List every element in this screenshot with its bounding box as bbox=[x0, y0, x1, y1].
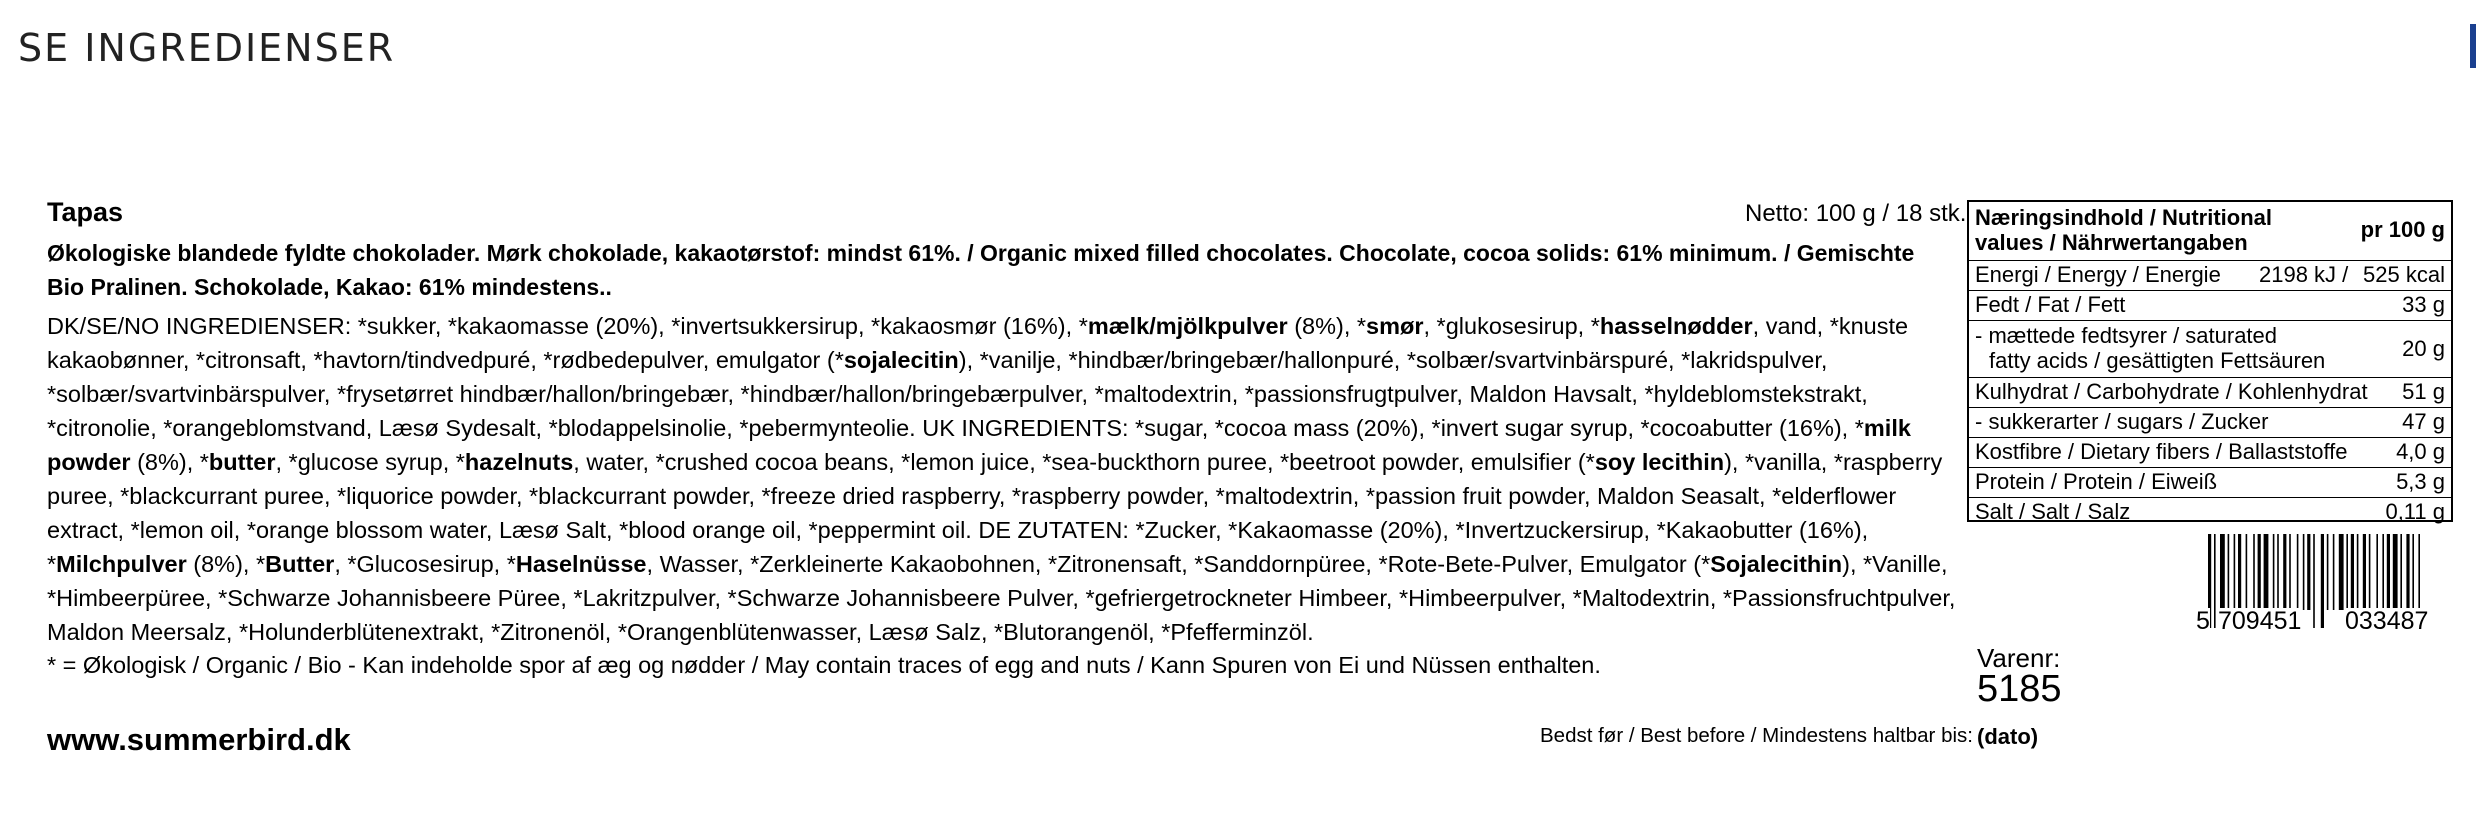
nutrition-row bbox=[1969, 378, 2451, 408]
page-heading: SE INGREDIENSER bbox=[18, 26, 396, 70]
website-link[interactable]: www.summerbird.dk bbox=[47, 722, 351, 757]
product-name: Tapas bbox=[47, 197, 124, 227]
nutrition-row bbox=[1969, 321, 2451, 378]
nutrition-value: 33 g bbox=[2402, 292, 2445, 317]
nutrition-label: Salt / Salt / Salz bbox=[1975, 499, 2131, 524]
nutrition-row-energy bbox=[1969, 261, 2451, 291]
item-number-label: Varenr: bbox=[1977, 643, 2061, 673]
nutrition-energy-kj: 2198 kJ / bbox=[2259, 262, 2349, 287]
nutrition-row bbox=[1969, 291, 2451, 321]
nutrition-row bbox=[1969, 438, 2451, 468]
nutrition-value: 4,0 g bbox=[2396, 439, 2445, 464]
nutrition-title: Næringsindhold / Nutritional values / Nährwertangaben bbox=[1975, 205, 2272, 255]
barcode-digits-right: 033487 bbox=[2345, 607, 2429, 635]
nutrition-label: Energi / Energy / Energie bbox=[1975, 262, 2221, 287]
nutrition-table bbox=[1967, 200, 2453, 522]
nutrition-label: - sukkerarter / sugars / Zucker bbox=[1975, 409, 2269, 434]
nutrition-energy-kcal: 525 kcal bbox=[2363, 262, 2445, 287]
barcode bbox=[2196, 534, 2452, 635]
nutrition-header bbox=[1969, 202, 2451, 261]
nutrition-label: - mættede fedtsyrer / saturated fatty acids / gesättigten Fettsäuren bbox=[1975, 323, 2326, 373]
best-before-value: (dato) bbox=[1977, 724, 2039, 749]
nutrition-value: 51 g bbox=[2402, 379, 2445, 404]
nutrition-row bbox=[1969, 498, 2451, 527]
nutrition-value: 0,11 g bbox=[2385, 499, 2445, 524]
nutrition-value: 5,3 g bbox=[2396, 469, 2445, 494]
nutrition-value: 20 g bbox=[2402, 336, 2445, 361]
allergen-note: * = Økologisk / Organic / Bio - Kan indeholde spor af æg og nødder / May contain traces of egg and nuts / Kann Spuren von Ei und Nüssen enthalten. bbox=[47, 652, 1601, 678]
nutrition-row bbox=[1969, 468, 2451, 498]
barcode-digits-left: 709451 bbox=[2218, 607, 2302, 635]
nutrition-value: 47 g bbox=[2402, 409, 2445, 434]
nutrition-label: Fedt / Fat / Fett bbox=[1975, 292, 2126, 317]
barcode-digit-first: 5 bbox=[2196, 607, 2210, 635]
product-description: Økologiske blandede fyldte chokolader. Mørk chokolade, kakaotørstof: mindst 61%. / Organic mixed filled chocolates. Chocolate, cocoa solids: 61% minimum. / Gemischte Bio Pralinen. Schokolade, Kakao: 61% mindestens.. bbox=[47, 240, 1915, 300]
edge-marker bbox=[2470, 24, 2476, 68]
nutrition-label: Kostfibre / Dietary fibers / Ballaststoffe bbox=[1975, 439, 2348, 464]
nutrition-per: pr 100 g bbox=[2360, 217, 2445, 242]
net-weight: Netto: 100 g / 18 stk. bbox=[1745, 200, 1967, 227]
ingredients-list: DK/SE/NO INGREDIENSER: *sukker, *kakaomasse (20%), *invertsukkersirup, *kakaosmør (16%), *mælk/mjölkpulver (8%), *smør, *glukosesirup, *hasselnødder, vand, *knuste kakaobønner, *citronsaft, *havtorn/tindvedpuré, *rødbedepulver, emulgator (*sojalecitin), *vanilje, *hindbær/bringebær/hallonpuré, *solbær/svartvinbärspuré, *lakridspulver, *solbær/svartvinbärspulver, *frysetørret hindbær/hallon/bringebær, *hindbær/hallon/bringebærpulver, *maltodextrin, *passionsfrugtpulver, Maldon Havsalt, *hyldeblomstekstrakt, *citronolie, *orangeblomstvand, Læsø Sydesalt, *blodappelsinolie, *pebermynteolie. UK INGREDIENTS: *sugar, *cocoa mass (20%), *invert sugar syrup, *cocoabutter (16%), *milk powder (8%), *butter, *glucose syrup, *hazelnuts, water, *crushed cocoa beans, *lemon juice, *sea-buckthorn puree, *beetroot powder, emulsifier (*soy lecithin), *vanilla, *raspberry puree, *blackcurrant puree, *liquorice powder, *blackcurrant powder, *freeze dried raspberry, *raspberry powder, *maltodextrin, *passion fruit powder, Maldon Seasalt, *elderflower extract, *lemon oil, *orange blossom water, Læsø Salt, *blood orange oil, *peppermint oil. DE ZUTATEN: *Zucker, *Kakaomasse (20%), *Invertzuckersirup, *Kakaobutter (16%), *Milchpulver (8%), *Butter, *Glucosesirup, *Haselnüsse, Wasser, *Zerkleinerte Kakaobohnen, *Zitronensaft, *Sanddornpüree, *Rote-Bete-Pulver, Emulgator (*Sojalecithin), *Vanille, *Himbeerpüree, *Schwarze Johannisbeere Püree, *Lakritzpulver, *Schwarze Johannisbeere Pulver, *gefriergetrockneter Himbeer, *Himbeerpulver, *Maltodextrin, *Passionsfruchtpulver, Maldon Meersalz, *Holunderblütenextrakt, *Zitronenöl, *Orangenblütenwasser, Læsø Salz, *Blutorangenöl, *Pfefferminzöl. bbox=[47, 313, 1956, 645]
nutrition-label: Protein / Protein / Eiweiß bbox=[1975, 469, 2218, 494]
nutrition-label: Kulhydrat / Carbohydrate / Kohlenhydrat bbox=[1975, 379, 2368, 404]
nutrition-row bbox=[1969, 408, 2451, 438]
best-before-label: Bedst før / Best before / Mindestens haltbar bis: bbox=[1540, 724, 1973, 747]
item-number-value: 5185 bbox=[1977, 668, 2062, 710]
best-before bbox=[1540, 724, 2039, 749]
